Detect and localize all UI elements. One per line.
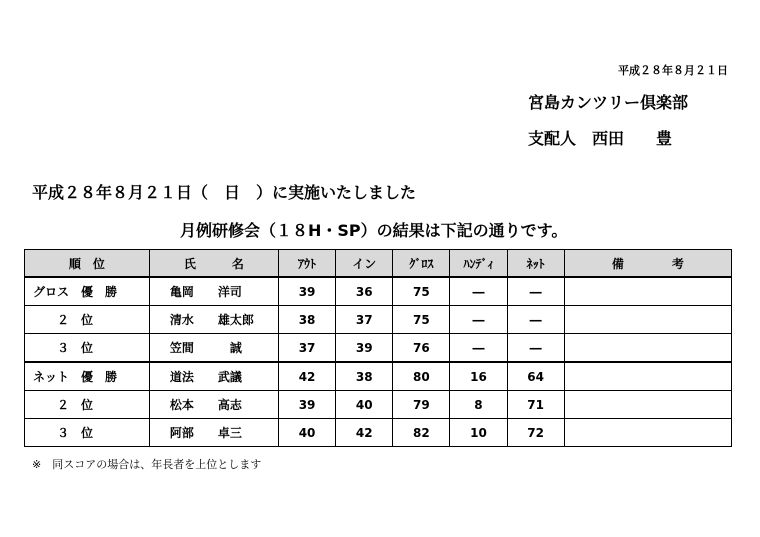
- cell-net: ―: [507, 277, 564, 306]
- club-name: 宮島カンツリー倶楽部: [528, 93, 689, 112]
- cell-out: 37: [278, 334, 335, 363]
- cell-remarks: [564, 419, 731, 447]
- cell-name: 笠間 誠: [149, 334, 278, 363]
- cell-name: 阿部 卓三: [149, 419, 278, 447]
- cell-name: 亀岡 洋司: [149, 277, 278, 306]
- intro-line-2: 月例研修会（１８H・SP）の結果は下記の通りです。: [180, 221, 568, 240]
- cell-out: 40: [278, 419, 335, 447]
- cell-name: 清水 雄太郎: [149, 306, 278, 334]
- cell-name: 松本 高志: [149, 391, 278, 419]
- header-in: イン: [336, 250, 393, 278]
- cell-out: 39: [278, 277, 335, 306]
- cell-rank: ２ 位: [25, 306, 150, 334]
- header-out: ｱｳﾄ: [278, 250, 335, 278]
- cell-rank: ネット 優 勝: [25, 362, 150, 391]
- table-row: [25, 419, 732, 447]
- cell-remarks: [564, 306, 731, 334]
- cell-remarks: [564, 391, 731, 419]
- cell-handicap: 16: [450, 362, 507, 391]
- cell-gross: 76: [393, 334, 450, 363]
- cell-net: ―: [507, 334, 564, 363]
- cell-handicap: 8: [450, 391, 507, 419]
- header-name: 氏 名: [149, 250, 278, 278]
- cell-remarks: [564, 334, 731, 363]
- cell-in: 36: [336, 277, 393, 306]
- cell-handicap: ―: [450, 277, 507, 306]
- table-row: [25, 391, 732, 419]
- footnote: ※ 同スコアの場合は、年長者を上位とします: [32, 458, 262, 471]
- cell-in: 42: [336, 419, 393, 447]
- manager-name: 支配人 西田 豊: [528, 129, 673, 148]
- header-remarks: 備 考: [564, 250, 731, 278]
- cell-gross: 82: [393, 419, 450, 447]
- table-row: [25, 362, 732, 391]
- table-row: [25, 334, 732, 363]
- table-row: [25, 277, 732, 306]
- cell-gross: 80: [393, 362, 450, 391]
- cell-rank: グロス 優 勝: [25, 277, 150, 306]
- intro-line-1: 平成２８年８月２１日（ 日 ）に実施いたしました: [32, 183, 417, 202]
- cell-net: ―: [507, 306, 564, 334]
- header-gross: ｸﾞﾛｽ: [393, 250, 450, 278]
- cell-out: 38: [278, 306, 335, 334]
- cell-name: 道法 武議: [149, 362, 278, 391]
- cell-in: 37: [336, 306, 393, 334]
- cell-remarks: [564, 277, 731, 306]
- cell-rank: ２ 位: [25, 391, 150, 419]
- cell-net: 71: [507, 391, 564, 419]
- cell-gross: 75: [393, 306, 450, 334]
- header-handicap: ﾊﾝﾃﾞｨ: [450, 250, 507, 278]
- cell-rank: ３ 位: [25, 419, 150, 447]
- cell-handicap: 10: [450, 419, 507, 447]
- table-header-row: [25, 250, 732, 278]
- header-net: ﾈｯﾄ: [507, 250, 564, 278]
- cell-in: 40: [336, 391, 393, 419]
- header-rank: 順 位: [25, 250, 150, 278]
- cell-rank: ３ 位: [25, 334, 150, 363]
- cell-out: 42: [278, 362, 335, 391]
- cell-in: 39: [336, 334, 393, 363]
- cell-gross: 75: [393, 277, 450, 306]
- cell-handicap: ―: [450, 306, 507, 334]
- cell-net: 72: [507, 419, 564, 447]
- cell-handicap: ―: [450, 334, 507, 363]
- cell-in: 38: [336, 362, 393, 391]
- cell-remarks: [564, 362, 731, 391]
- table-row: [25, 306, 732, 334]
- results-table: [24, 249, 732, 447]
- cell-gross: 79: [393, 391, 450, 419]
- header-date: 平成２８年８月２１日: [618, 64, 728, 77]
- cell-net: 64: [507, 362, 564, 391]
- cell-out: 39: [278, 391, 335, 419]
